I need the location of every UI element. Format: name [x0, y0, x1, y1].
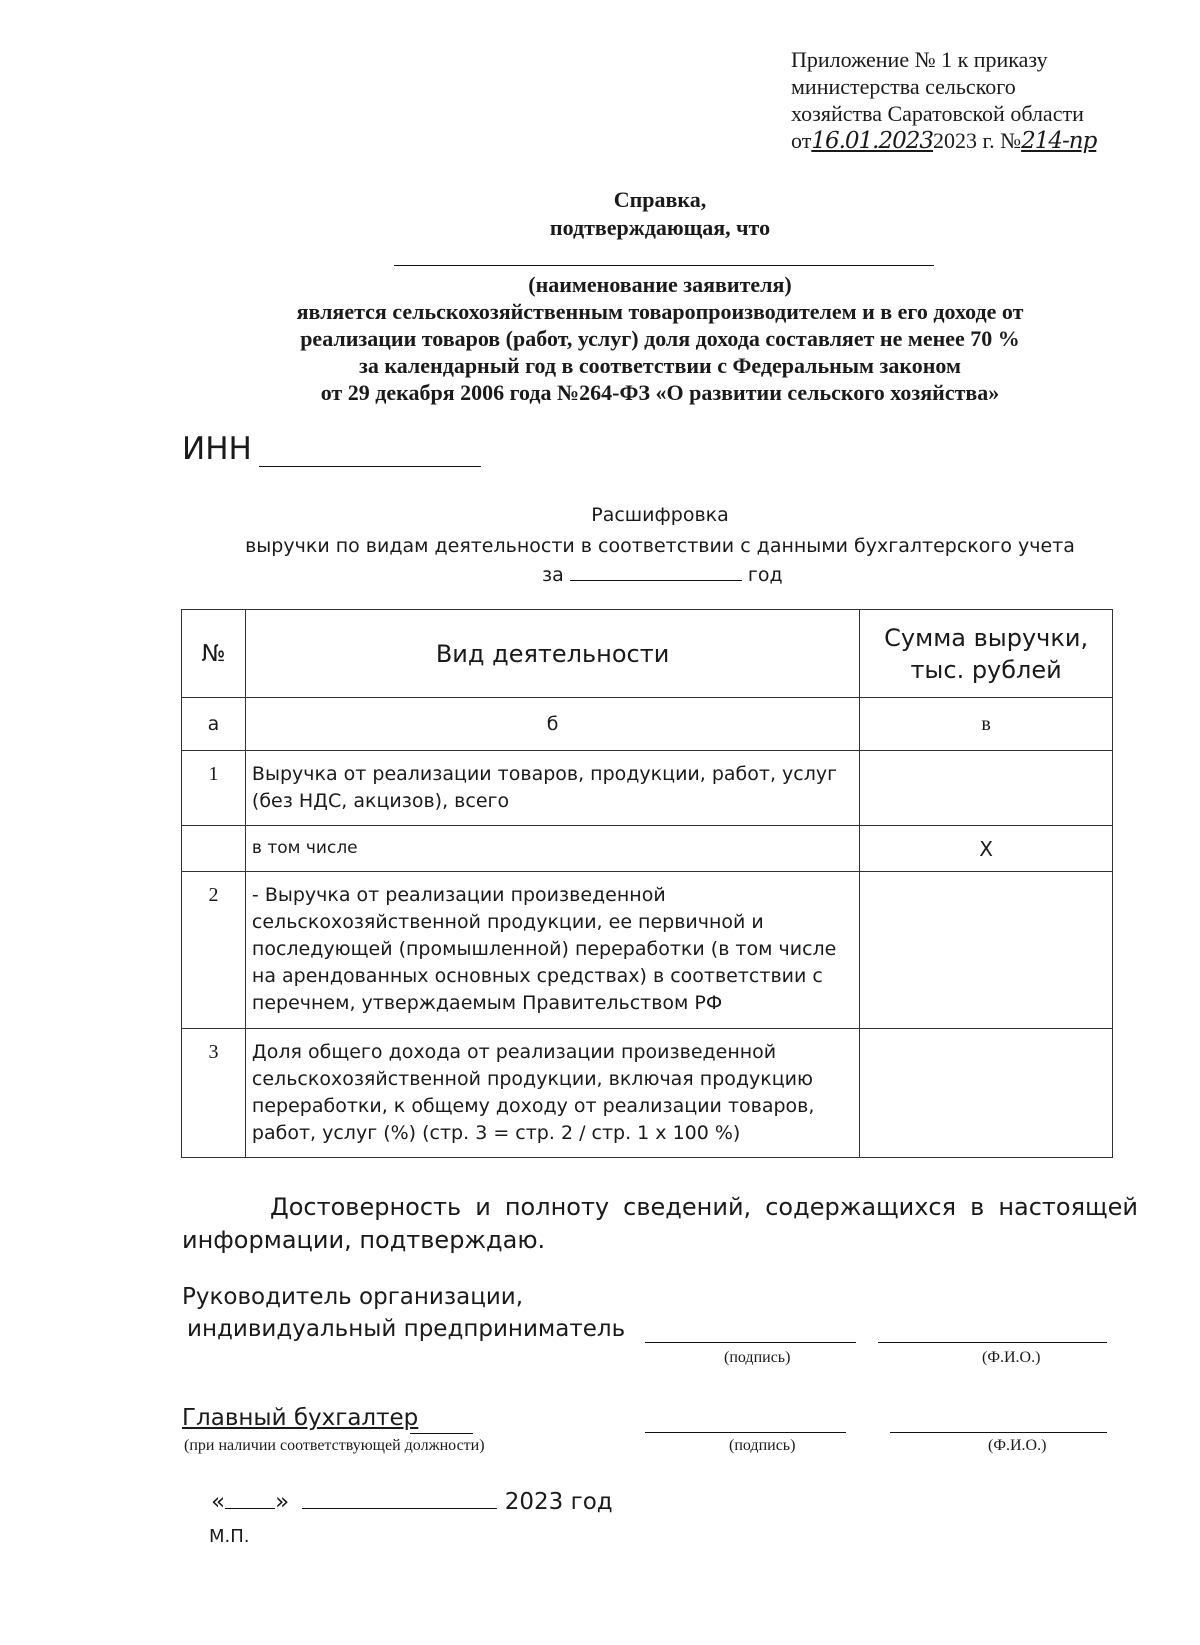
title-body-4: от 29 декабря 2006 года №264-ФЗ «О развитии сельского хозяйства»	[320, 380, 1000, 405]
date-year-text: 2023 год	[504, 1489, 613, 1515]
breakdown-year-line	[542, 560, 783, 590]
title-body-1: является сельскохозяйственным товаропроизводителем и в его доходе от	[296, 299, 1024, 324]
head-title-line-1: Руководитель организации,	[182, 1284, 524, 1310]
header-activity: Вид деятельности	[245, 610, 859, 698]
breakdown-subtitle: выручки по видам деятельности в соответствии с данными бухгалтерского учета	[245, 535, 1075, 557]
applicant-name-line	[394, 265, 934, 266]
letter-b: б	[245, 698, 859, 751]
year-suffix: год	[747, 564, 783, 586]
accountant-fio-caption: (Ф.И.О.)	[988, 1437, 1047, 1454]
row-sub-num	[182, 826, 246, 872]
row-1-activity: Выручка от реализации товаров, продукции, работ, услуг (без НДС, акцизов), всего	[245, 751, 859, 826]
confirmation-text: Достоверность и полноту сведений, содержащихся в настоящей информации, подтверждаю.	[182, 1193, 1138, 1254]
inn-label: ИНН	[182, 431, 252, 467]
row-3-num: 3	[182, 1029, 246, 1158]
accountant-note: (при наличии соответствующей должности)	[184, 1437, 485, 1454]
accountant-signature-caption: (подпись)	[729, 1437, 796, 1454]
head-signature-line	[645, 1342, 856, 1343]
head-title-line-2: индивидуальный предприниматель	[187, 1316, 626, 1342]
appendix-line-2: министерства сельского	[791, 74, 1016, 99]
year-blank	[570, 562, 742, 581]
row-2-activity: - Выручка от реализации произведенной сельскохозяйственной продукции, ее первичной и последующей (промышленной) переработки (в том числе на арендованных основных средствах) в соответствии с перечнем, утверждаемым Правительством РФ	[245, 872, 859, 1029]
letter-a: а	[182, 698, 246, 751]
row-2-num: 2	[182, 872, 246, 1029]
accountant-underline-extension	[410, 1433, 473, 1434]
table-row	[182, 826, 1113, 872]
table-letter-row	[182, 698, 1113, 751]
inn-blank-line	[259, 466, 481, 467]
head-fio-line	[878, 1342, 1107, 1343]
table-row	[182, 1029, 1113, 1158]
title-line-2: подтверждающая, что	[549, 215, 771, 240]
title-body-3: за календарный год в соответствии с Федеральным законом	[359, 353, 961, 378]
date-suffix: 2023 г. №	[933, 128, 1022, 153]
appendix-line-3: хозяйства Саратовской области	[791, 101, 1084, 126]
applicant-caption: (наименование заявителя)	[528, 272, 792, 297]
letter-c: в	[860, 698, 1113, 751]
row-2-sum	[860, 872, 1113, 1029]
date-open-quote: «	[211, 1489, 226, 1515]
title-body-2: реализации товаров (работ, услуг) доля дохода составляет не менее 70 %	[300, 326, 1020, 351]
appendix-line-1: Приложение № 1 к приказу	[791, 47, 1048, 72]
date-prefix: от	[791, 128, 812, 153]
accountant-title: Главный бухгалтер	[182, 1405, 419, 1431]
appendix-date-line	[791, 127, 1096, 155]
header-sum: Сумма выручки, тыс. рублей	[860, 610, 1113, 698]
row-3-activity: Доля общего дохода от реализации произведенной сельскохозяйственной продукции, включая продукцию переработки, к общему доходу от реализации товаров, работ, услуг (%) (стр. 3 = стр. 2 / стр. 1 х 100 %)	[245, 1029, 859, 1158]
row-1-num: 1	[182, 751, 246, 826]
row-3-sum	[860, 1029, 1113, 1158]
revenue-table	[181, 609, 1113, 1158]
day-blank	[225, 1488, 275, 1509]
year-prefix: за	[542, 564, 564, 586]
head-fio-caption: (Ф.И.О.)	[982, 1349, 1041, 1366]
title-line-1: Справка,	[613, 187, 707, 212]
date-block	[211, 1488, 613, 1515]
head-signature-caption: (подпись)	[724, 1349, 791, 1366]
appendix-header	[791, 46, 1096, 155]
month-blank	[302, 1488, 497, 1509]
row-sub-activity: в том числе	[245, 826, 859, 872]
accountant-fio-line	[890, 1432, 1107, 1433]
header-num: №	[182, 610, 246, 698]
accountant-signature-line	[645, 1432, 846, 1433]
handwritten-date: 16.01.2023	[811, 128, 934, 154]
table-header-row	[182, 610, 1113, 698]
breakdown-title: Расшифровка	[591, 504, 729, 526]
handwritten-number: 214-пр	[1021, 128, 1097, 154]
row-sub-sum: Х	[860, 826, 1113, 872]
table-row	[182, 751, 1113, 826]
table-row	[182, 872, 1113, 1029]
stamp-place: М.П.	[209, 1526, 250, 1547]
date-close-quote: »	[275, 1489, 290, 1515]
row-1-sum	[860, 751, 1113, 826]
